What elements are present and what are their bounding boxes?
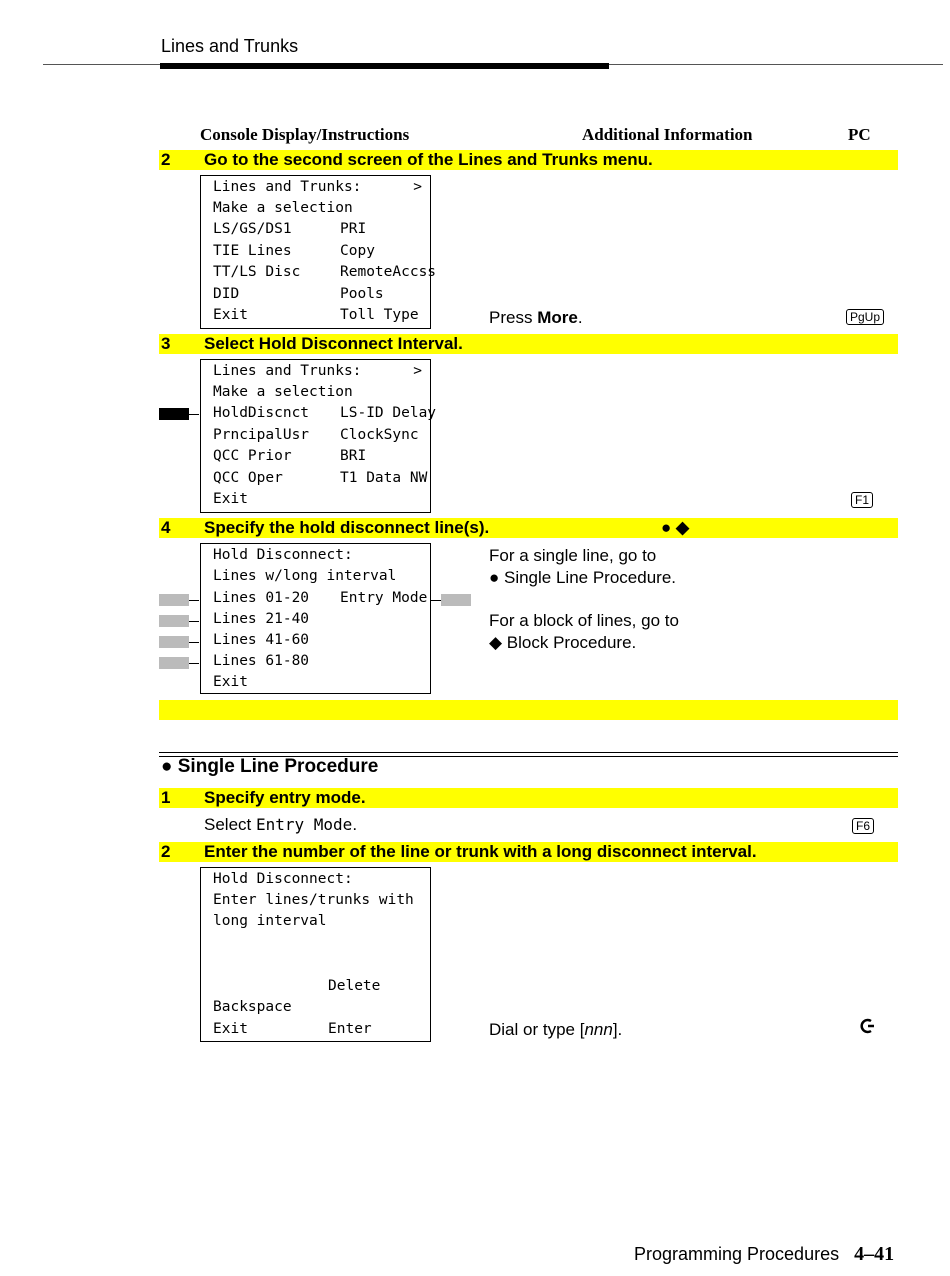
screen-title: Hold Disconnect: — [213, 547, 353, 563]
console-screen-hold-disconnect — [200, 543, 431, 694]
screen-option: Exit — [213, 491, 248, 507]
screen-option: Enter — [328, 1021, 372, 1037]
info-text: Press — [489, 308, 538, 327]
step-4-band — [159, 518, 898, 538]
entry-mode-button-marker — [441, 594, 471, 606]
screen-option: BRI — [340, 448, 367, 464]
instr-text: Select — [204, 815, 256, 834]
phone-dial-icon — [857, 1018, 875, 1034]
step-title: Specify the hold disconnect line(s). — [204, 518, 490, 537]
step-2-band — [159, 150, 898, 170]
col-header-additional: Additional Information — [582, 125, 753, 144]
f6-key-icon: F6 — [852, 818, 874, 834]
screen-option: QCC Oper — [213, 470, 283, 486]
screen-option: ClockSync — [340, 427, 419, 443]
col-header-console: Console Display/Instructions — [200, 125, 410, 144]
console-screen-enter-lines — [200, 867, 431, 1042]
step-title: Select Hold Disconnect Interval. — [204, 334, 463, 353]
screen-option: Backspace — [213, 999, 292, 1015]
more-arrow-icon: > — [413, 363, 422, 379]
step-number: 1 — [161, 788, 171, 807]
screen-option: LS/GS/DS1 — [213, 221, 292, 237]
screen-option: LS-ID Delay — [340, 405, 437, 421]
screen-line: long interval — [213, 913, 327, 929]
step-3-band — [159, 334, 898, 354]
screen-option: PrncipalUsr — [213, 427, 310, 443]
line-button-marker — [159, 594, 189, 606]
info-spacer — [489, 589, 679, 610]
line-button-marker — [159, 657, 189, 669]
screen-option: QCC Prior — [213, 448, 292, 464]
step-title: Go to the second screen of the Lines and Trunks menu. — [204, 150, 653, 169]
screen-title: Hold Disconnect: — [213, 871, 353, 887]
section-rule — [159, 752, 898, 753]
running-head: Lines and Trunks — [161, 36, 299, 56]
step-title: Specify entry mode. — [204, 788, 366, 807]
screen-line: Lines w/long interval — [213, 568, 397, 584]
pgup-key-icon: PgUp — [846, 309, 884, 325]
screen-option: Lines 61-80 — [213, 653, 310, 669]
screen-option: Entry Mode — [340, 590, 428, 606]
screen-option: Lines 41-60 — [213, 632, 310, 648]
screen-line: Make a selection — [213, 384, 353, 400]
procedure-symbols: ● ◆ — [661, 518, 690, 537]
screen-option: Exit — [213, 674, 248, 690]
info-key-name: More — [537, 308, 578, 327]
instr-text: . — [352, 815, 358, 834]
info-line: For a block of lines, go to — [489, 611, 679, 630]
selected-button-marker — [159, 408, 189, 420]
marker-leader — [189, 600, 199, 601]
screen-option: Lines 21-40 — [213, 611, 310, 627]
marker-leader — [189, 663, 199, 664]
step-2-info — [489, 307, 583, 329]
step-title: Enter the number of the line or trunk with a long disconnect interval. — [204, 842, 757, 861]
more-arrow-icon: > — [413, 179, 422, 195]
empty-band — [159, 700, 898, 720]
screen-option: Exit — [213, 307, 248, 323]
screen-line: Make a selection — [213, 200, 353, 216]
single-step-1-instruction — [204, 815, 357, 835]
screen-option: Exit — [213, 1021, 248, 1037]
step-number: 4 — [161, 518, 171, 537]
screen-option: Toll Type — [340, 307, 419, 323]
screen-title: Lines and Trunks: — [213, 179, 362, 195]
info-line: For a single line, go to — [489, 546, 657, 565]
marker-leader — [431, 600, 441, 601]
marker-leader — [189, 414, 199, 415]
single-step-2-band — [159, 842, 898, 862]
screen-title: Lines and Trunks: — [213, 363, 362, 379]
screen-line: Enter lines/trunks with — [213, 892, 414, 908]
f1-key-icon: F1 — [851, 492, 873, 508]
line-button-marker — [159, 615, 189, 627]
screen-option: RemoteAccss — [340, 264, 437, 280]
instr-button-name: Entry Mode — [255, 815, 353, 834]
footer-text: Programming Procedures — [634, 1244, 840, 1264]
single-step-2-info — [489, 1019, 622, 1041]
info-line: ● Single Line Procedure. — [489, 568, 676, 587]
page-number: 4–41 — [854, 1243, 895, 1265]
console-screen-lines-trunks-3 — [200, 359, 437, 513]
marker-leader — [189, 621, 199, 622]
console-screen-lines-trunks-2 — [200, 175, 437, 329]
info-variable: nnn — [584, 1020, 613, 1039]
footer — [634, 1243, 894, 1266]
section-title: ● Single Line Procedure — [161, 756, 379, 777]
col-header-pc: PC — [848, 125, 871, 144]
screen-option: TIE Lines — [213, 243, 292, 259]
line-button-marker — [159, 636, 189, 648]
info-line: ◆ Block Procedure. — [489, 633, 637, 652]
info-text: Dial or type [ — [489, 1020, 585, 1039]
screen-option: DID — [213, 286, 240, 302]
step-number: 2 — [161, 150, 171, 169]
info-text: . — [577, 308, 583, 327]
screen-option: Copy — [340, 243, 375, 259]
screen-option: TT/LS Disc — [213, 264, 301, 280]
step-number: 3 — [161, 334, 171, 353]
screen-option: HoldDiscnct — [213, 405, 310, 421]
header-thick-rule — [160, 63, 609, 69]
step-4-info — [489, 545, 679, 654]
screen-option: Lines 01-20 — [213, 590, 310, 606]
info-text: ]. — [612, 1020, 623, 1039]
marker-leader — [189, 642, 199, 643]
single-step-1-band — [159, 788, 898, 808]
screen-option: Pools — [340, 286, 384, 302]
screen-option: Delete — [328, 978, 381, 994]
screen-option: PRI — [340, 221, 367, 237]
screen-option: T1 Data NW — [340, 470, 428, 486]
step-number: 2 — [161, 842, 171, 861]
